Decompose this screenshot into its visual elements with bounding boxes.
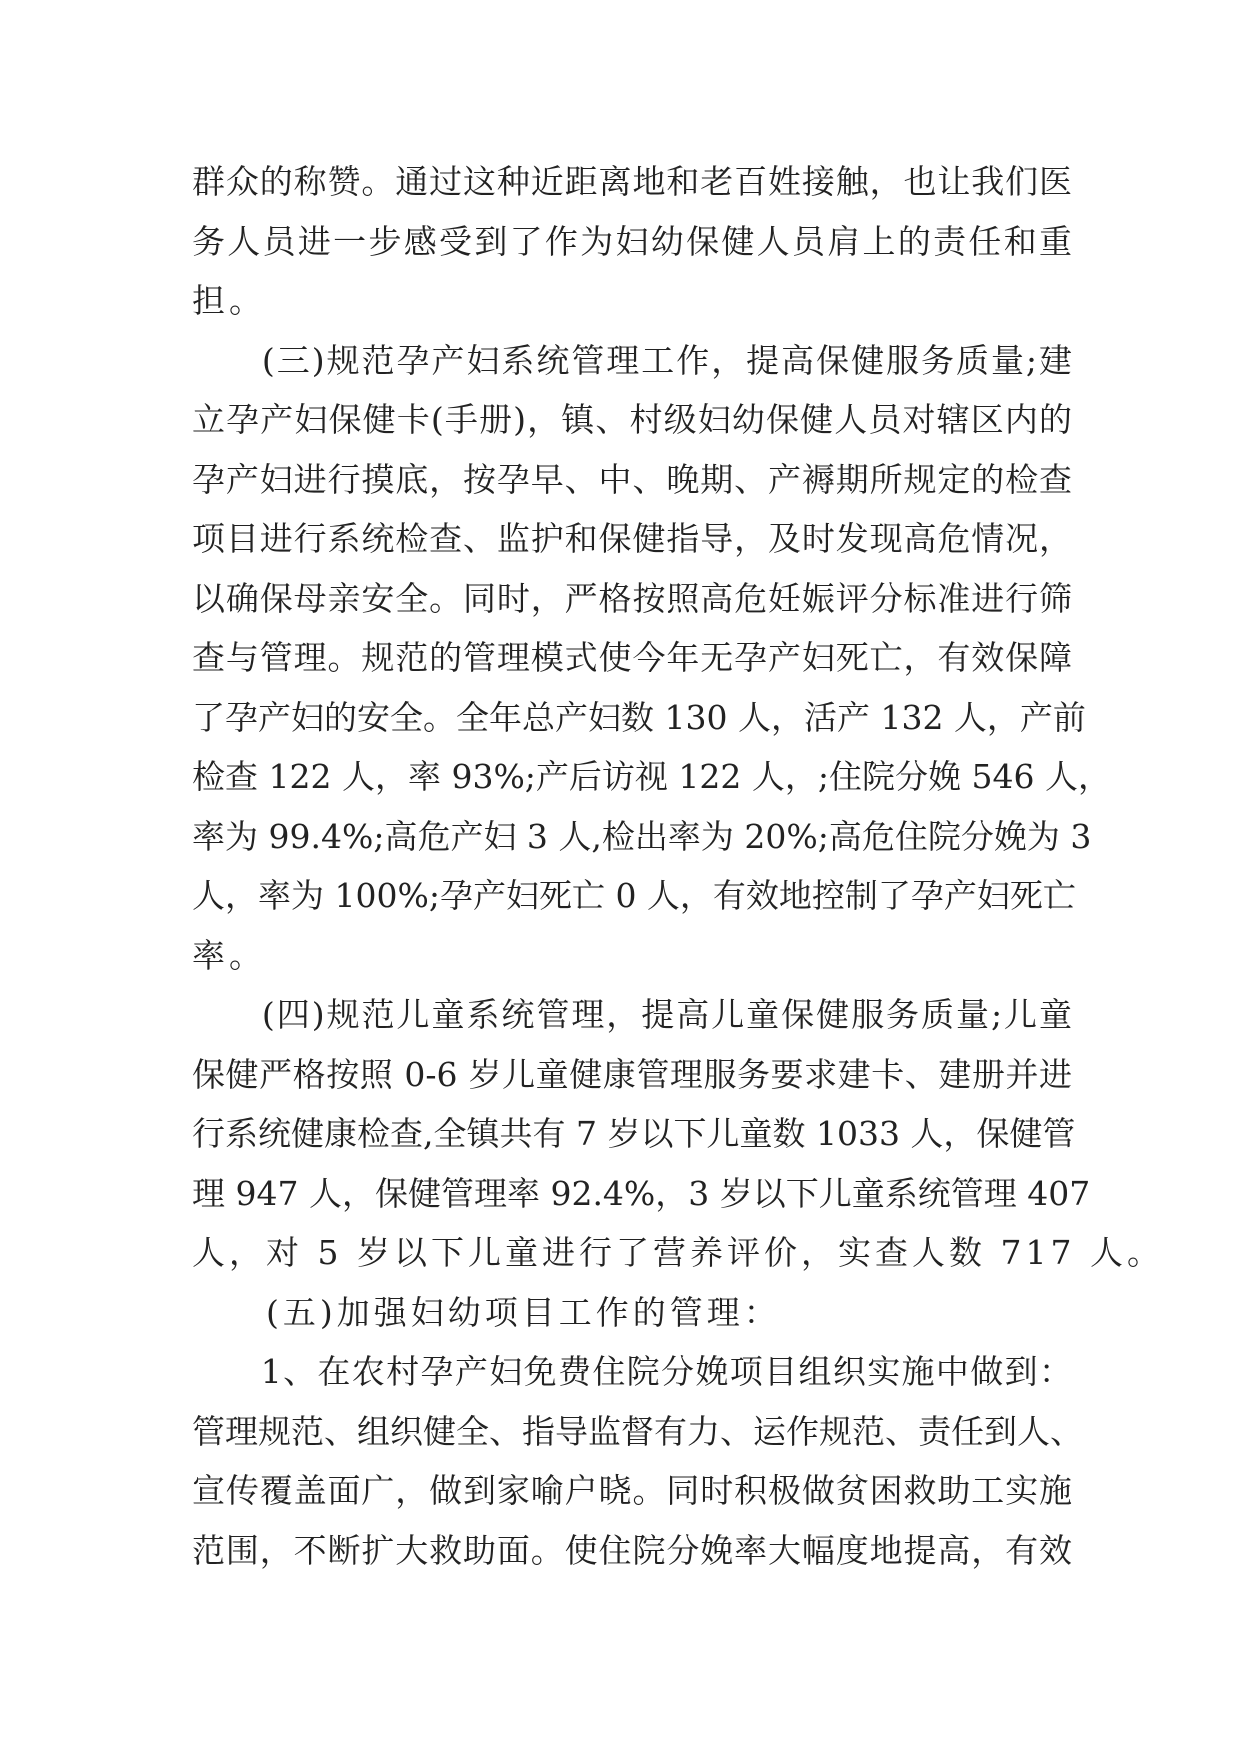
text-line: 率。 [192, 935, 266, 975]
paragraph-praise [192, 152, 1072, 331]
paragraph-section-5 [192, 1283, 1072, 1343]
text-line: (五)加强妇幼项目工作的管理： [192, 1292, 781, 1332]
text-line: 范围，不断扩大救助面。使住院分娩率大幅度地提高，有效 [192, 1530, 1072, 1570]
text-line: 检查 122 人，率 93%;产后访视 122 人，;住院分娩 546 人， [192, 757, 1111, 796]
text-line: 宣传覆盖面广，做到家喻户晓。同时积极做贫困救助工实施 [192, 1471, 1072, 1510]
text-line: 项目进行系统检查、监护和保健指导，及时发现高危情况， [192, 519, 1072, 558]
text-line: (四)规范儿童系统管理，提高儿童保健服务质量;儿童 [192, 995, 1072, 1034]
text-line: 群众的称赞。通过这种近距离地和老百姓接触，也让我们医 [192, 162, 1072, 201]
text-line: 查与管理。规范的管理模式使今年无孕产妇死亡，有效保障 [192, 638, 1072, 677]
text-line: (三)规范孕产妇系统管理工作，提高保健服务质量;建 [192, 340, 1072, 380]
text-line: 人，对 5 岁以下儿童进行了营养评价，实查人数 717 人。 [192, 1233, 1164, 1272]
text-line: 立孕产妇保健卡(手册)，镇、村级妇幼保健人员对辖区内的 [192, 400, 1072, 439]
text-line: 率为 99.4%;高危产妇 3 人,检出率为 20%;高危住院分娩为 3 [192, 816, 1092, 856]
text-line: 孕产妇进行摸底，按孕早、中、晚期、产褥期所规定的检查 [192, 459, 1072, 499]
text-line: 保健严格按照 0-6 岁儿童健康管理服务要求建卡、建册并进 [192, 1054, 1072, 1094]
text-line: 1、在农村孕产妇免费住院分娩项目组织实施中做到： [192, 1352, 1072, 1391]
text-line: 担。 [192, 281, 266, 320]
paragraph-section-3 [192, 331, 1111, 986]
text-line: 人，率为 100%;孕产妇死亡 0 人，有效地控制了孕产妇死亡 [192, 876, 1076, 915]
text-line: 以确保母亲安全。同时，严格按照高危妊娠评分标准进行筛 [192, 578, 1072, 618]
paragraph-item-1 [192, 1342, 1083, 1580]
text-line: 行系统健康检查,全镇共有 7 岁以下儿童数 1033 人，保健管 [192, 1114, 1076, 1153]
paragraph-section-4 [192, 985, 1164, 1283]
text-line: 务人员进一步感受到了作为妇幼保健人员肩上的责任和重 [192, 221, 1072, 261]
document-body [192, 152, 1164, 1580]
text-line: 了孕产妇的安全。全年总产妇数 130 人，活产 132 人，产前 [192, 697, 1086, 737]
text-line: 理 947 人，保健管理率 92.4%，3 岁以下儿童系统管理 407 [192, 1173, 1091, 1213]
text-line: 管理规范、组织健全、指导监督有力、运作规范、责任到人、 [192, 1411, 1083, 1451]
